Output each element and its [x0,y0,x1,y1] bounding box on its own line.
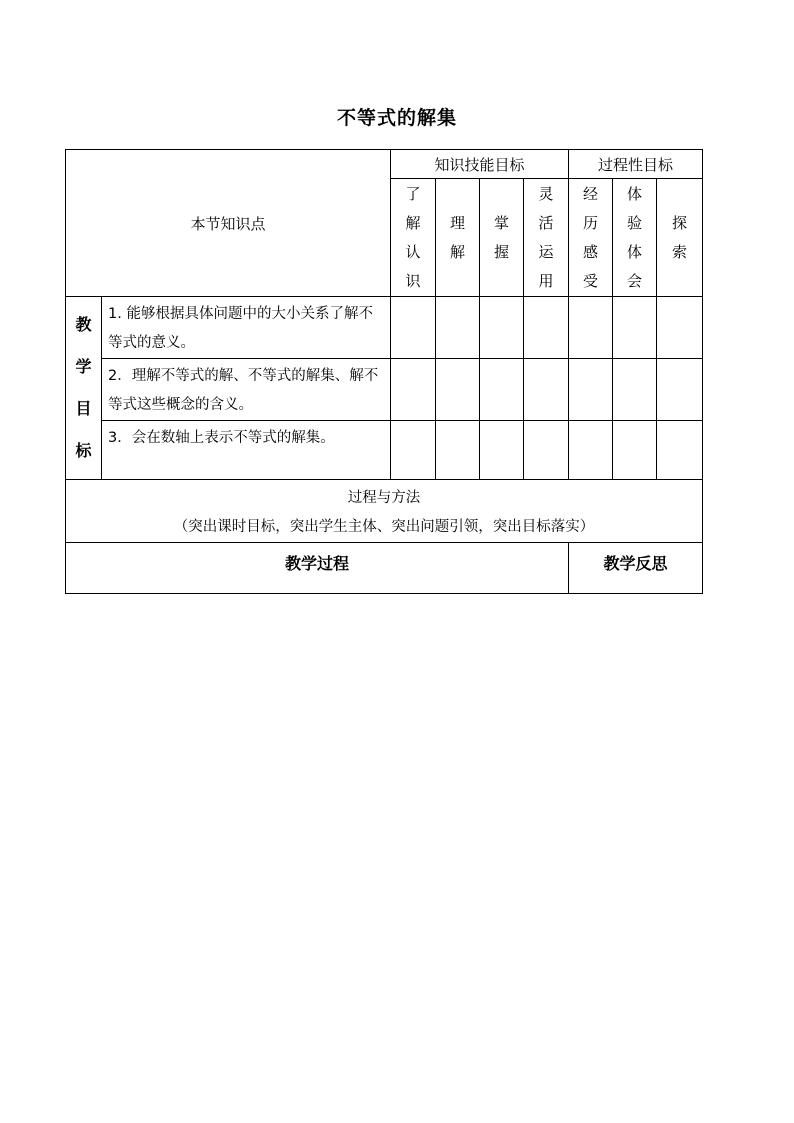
objectives-label: 教 学 目 标 [66,297,102,480]
check-cell[interactable] [524,297,569,359]
process-method-cell [66,480,703,543]
objective-1: 1. 能够根据具体问题中的大小关系了解不等式的意义。 [102,297,391,359]
check-cell[interactable] [524,421,569,480]
check-cell[interactable] [391,421,436,480]
skill-col-master: 掌 握 [480,179,524,297]
objective-3: 3．会在数轴上表示不等式的解集。 [102,421,391,480]
check-cell[interactable] [391,359,436,421]
skill-col-comprehend: 理 解 [436,179,480,297]
teaching-process-header: 教学过程 [66,543,569,594]
lesson-plan-table [65,149,703,594]
check-cell[interactable] [436,297,480,359]
check-cell[interactable] [657,297,703,359]
check-cell[interactable] [569,297,613,359]
check-cell[interactable] [524,359,569,421]
check-cell[interactable] [569,421,613,480]
check-cell[interactable] [480,359,524,421]
process-method-note: （突出课时目标，突出学生主体、突出问题引领，突出目标落实） [173,519,595,535]
process-goals-header: 过程性目标 [569,150,703,179]
skill-col-understand: 了 解 认 识 [391,179,436,297]
check-cell[interactable] [657,421,703,480]
check-cell[interactable] [480,297,524,359]
check-cell[interactable] [391,297,436,359]
teaching-reflection-header: 教学反思 [569,543,703,594]
process-col-experience: 经 历 感 受 [569,179,613,297]
knowledge-points-header: 本节知识点 [66,150,391,297]
check-cell[interactable] [613,359,657,421]
process-col-experience-realize: 体 验 体 会 [613,179,657,297]
skill-col-apply: 灵 活 运 用 [524,179,569,297]
check-cell[interactable] [613,297,657,359]
check-cell[interactable] [613,421,657,480]
check-cell[interactable] [436,421,480,480]
process-method-label: 过程与方法 [347,490,421,506]
check-cell[interactable] [569,359,613,421]
process-col-explore: 探 索 [657,179,703,297]
check-cell[interactable] [657,359,703,421]
check-cell[interactable] [436,359,480,421]
objective-2: 2．理解不等式的解、不等式的解集、解不等式这些概念的含义。 [102,359,391,421]
document-title: 不等式的解集 [336,107,457,129]
skill-goals-header: 知识技能目标 [391,150,569,179]
check-cell[interactable] [480,421,524,480]
